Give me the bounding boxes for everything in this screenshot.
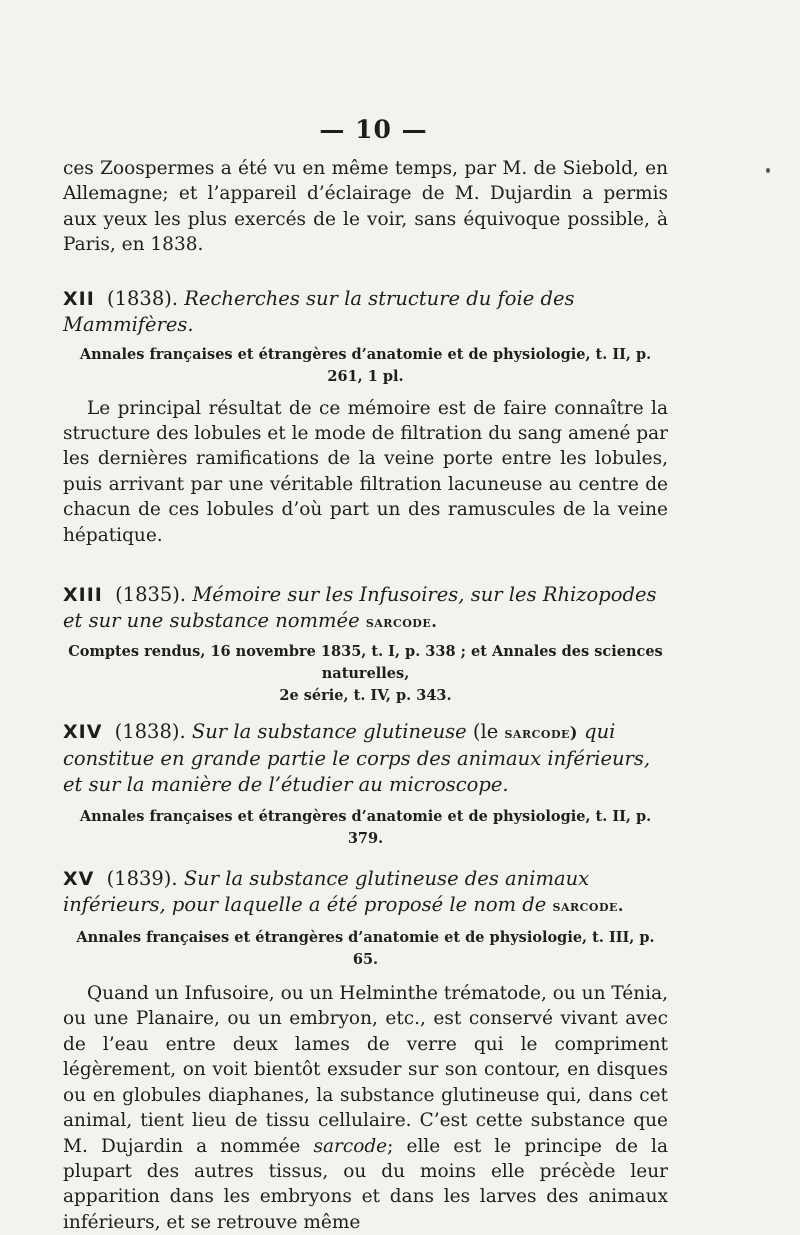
entry-number: XII [63,287,95,310]
entry-title: Recherches sur la structure du foie des Mammifères. [63,286,575,336]
entry-xiv [63,719,668,850]
entry-reference-continued: 2e série, t. IV, p. 343. [279,687,452,705]
entry-year: (1838). [107,286,179,310]
entry-heading [63,719,668,798]
entry-title: Mémoire sur les Infusoires, sur les Rhizopodes et sur une substance nommée [63,583,657,633]
entry-reference: Annales françaises et étrangères d’anatomie et de physiologie, t. II, p. 379. [79,808,652,848]
entry-xiii [63,582,668,707]
entry-body-text: Quand un Infusoire, ou un Helminthe trématode, ou un Ténia, ou une Planaire, ou un embryon, etc., est conservé vivant avec de l’eau entre deux lames de verre qui le compriment légèrement, on voit bientôt exsuder sur son contour, en disques ou en globules diaphanes, la substance glutineuse qui, dans cet animal, tient lieu de tissu cellulaire. C’est cette substance que M. Dujardin a nommée [63,983,668,1157]
entry-title-smallcaps: sarcode) [504,723,578,743]
entry-number: XIII [63,584,103,607]
entry-year: (1839). [106,867,178,891]
entry-heading [63,582,668,635]
entry-xii [63,286,668,548]
entry-reference: Comptes rendus, 16 novembre 1835, t. I, p. 338 ; et Annales des sciences naturelles, [68,643,663,683]
entry-body-italic-term: sarcode [313,1135,388,1157]
intro-paragraph: ces Zoospermes a été vu en même temps, par M. de Siebold, en Allemagne; et l’appareil d’éclairage de M. Dujardin a permis aux yeux les plus exercés de le voir, sans équivoque possible, à Paris, en 1838. [63,158,668,256]
entry-body: Le principal résultat de ce mémoire est de faire connaître la structure des lobules et le mode de filtration du sang amené par les dernières ramifications de la veine porte entre les lobules, puis arrivant par une véritable filtration lacuneuse au centre de chacun de ces lobules d’où part un des ramuscules de la veine hépatique. [63,397,668,546]
entry-title-paren: (le [472,720,499,744]
entry-heading [63,286,668,338]
entry-year: (1835). [115,583,187,607]
entry-reference: Annales françaises et étrangères d’anatomie et de physiologie, t. II, p. 261, 1 pl. [79,345,652,385]
entry-title-continued: qui constitue en grande partie le corps des animaux inférieurs, et sur la manière de l’étudier au microscope. [63,720,651,797]
entry-number: XV [63,868,95,891]
entry-title: Sur la substance glutineuse [191,720,467,744]
entry-title-smallcaps: sarcode. [365,612,438,632]
entry-body [63,981,668,1235]
ink-speck [766,168,770,173]
entry-year: (1838). [114,720,186,744]
entry-body-text-end: ; elle est le principe de la plupart des autres tissus, ou du moins elle précède leur apparition dans les embryons et dans les larves des animaux inférieurs, et se retrouve même [63,1135,668,1233]
entry-reference: Annales françaises et étrangères d’anatomie et de physiologie, t. III, p. 65. [76,929,655,969]
entry-title-smallcaps: sarcode. [552,896,624,916]
page-number: — 10 — [319,115,428,144]
entry-heading [63,866,668,919]
entry-title: Sur la substance glutineuse des animaux inférieurs, pour laquelle a été proposé le nom de [63,867,590,917]
entry-number: XIV [63,721,103,744]
